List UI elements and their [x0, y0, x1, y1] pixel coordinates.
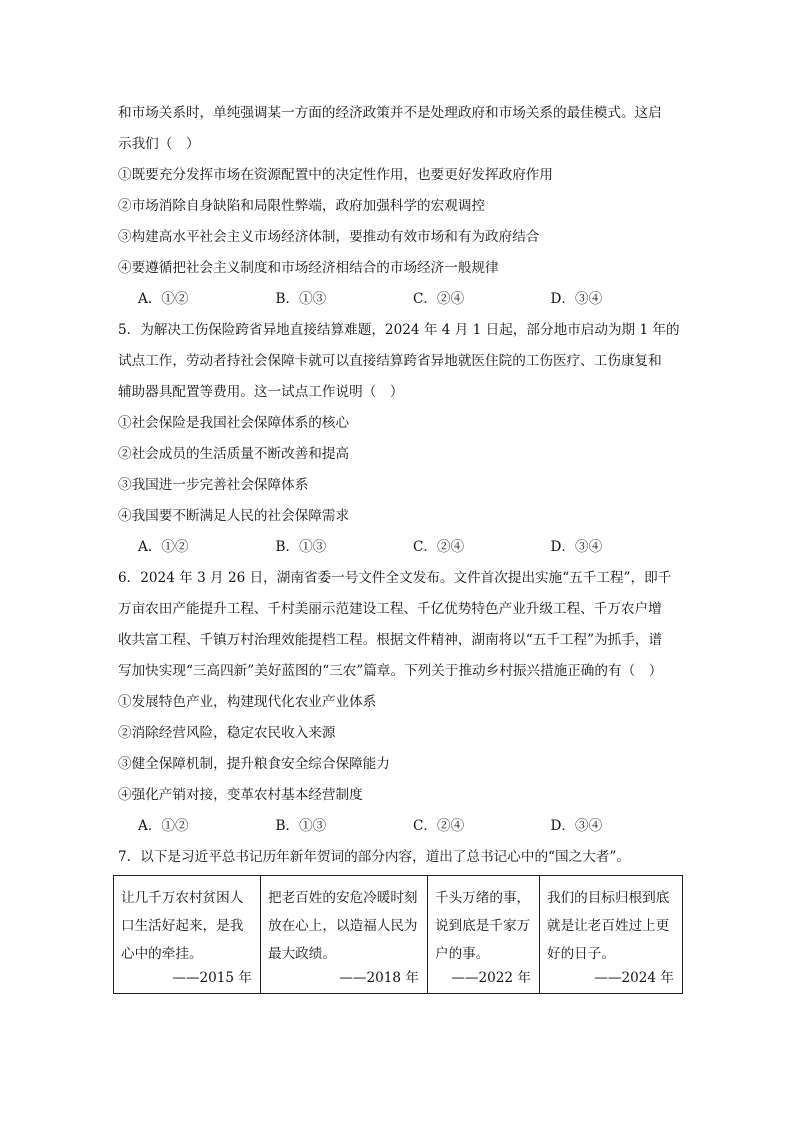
option-b: B．①③ — [275, 291, 327, 307]
statement-item: ④我国要不断满足人民的社会保障需求 — [118, 508, 350, 524]
option-d: D．③④ — [550, 818, 603, 834]
quote-text: 我们的目标归根到底就是让老百姓过上更好的日子。 — [547, 890, 670, 962]
option-a: A．①② — [138, 818, 189, 834]
new-year-address-table — [113, 875, 683, 994]
question-5-stem-line: 5．为解决工伤保险跨省异地直接结算难题，2024 年 4 月 1 日起，部分地市启动为期 1 年的 — [118, 322, 680, 338]
table-cell-2024 — [540, 876, 683, 994]
quote-text: 千头万绪的事，说到底是千家万户的事。 — [435, 890, 531, 962]
question-stem-line: 和市场关系时，单纯强调某一方面的经济政策并不是处理政府和市场关系的最佳模式。这启 — [118, 105, 662, 121]
quote-year: ——2022 年 — [451, 970, 531, 986]
statement-item: ①既要充分发挥市场在资源配置中的决定性作用，也要更好发挥政府作用 — [118, 167, 553, 183]
statement-item: ①社会保险是我国社会保障体系的核心 — [118, 415, 350, 431]
statement-item: ④强化产销对接，变革农村基本经营制度 — [118, 787, 363, 803]
quote-year: ——2024 年 — [594, 970, 674, 986]
option-a: A．①② — [138, 539, 189, 555]
table-row — [114, 876, 683, 994]
option-d: D．③④ — [550, 291, 603, 307]
option-d: D．③④ — [550, 539, 603, 555]
statement-item: ②社会成员的生活质量不断改善和提高 — [118, 446, 350, 462]
option-c: C．②④ — [413, 291, 465, 307]
question-content — [118, 98, 688, 873]
table-cell-2022 — [428, 876, 540, 994]
quote-text: 让几千万农村贫困人口生活好起来，是我心中的牵挂。 — [121, 890, 244, 962]
quote-year: ——2015 年 — [172, 970, 252, 986]
answer-options — [118, 811, 688, 842]
answer-options — [118, 284, 688, 315]
question-6-stem-line: 写加快实现“三高四新”美好蓝图的“三农”篇章。下列关于推动乡村振兴措施正确的有（ ） — [118, 663, 663, 679]
statement-item: ①发展特色产业，构建现代化农业产业体系 — [118, 694, 377, 710]
question-7-stem-line: 7．以下是习近平总书记历年新年贺词的部分内容，道出了总书记心中的“国之大者”。 — [118, 849, 630, 865]
option-c: C．②④ — [413, 818, 465, 834]
question-6-stem-line: 万亩农田产能提升工程、千村美丽示范建设工程、千亿优势特色产业升级工程、千万农户增 — [118, 601, 662, 617]
statement-item: ②消除经营风险，稳定农民收入来源 — [118, 725, 336, 741]
statement-item: ③健全保障机制，提升粮食安全综合保障能力 — [118, 756, 390, 772]
question-5-stem-line: 辅助器具配置等费用。这一试点工作说明（ ） — [118, 384, 404, 400]
statement-item: ③我国进一步完善社会保障体系 — [118, 477, 309, 493]
question-6-stem-line: 6．2024 年 3 月 26 日，湖南省委一号文件全文发布。文件首次提出实施“五千工程”，即千 — [118, 570, 672, 586]
question-5-stem-line: 试点工作，劳动者持社会保障卡就可以直接结算跨省异地就医住院的工伤医疗、工伤康复和 — [118, 353, 662, 369]
quote-text: 把老百姓的安危冷暖时刻放在心上，以造福人民为最大政绩。 — [268, 890, 418, 962]
quote-year: ——2018 年 — [339, 970, 419, 986]
answer-options — [118, 532, 688, 563]
option-a: A．①② — [138, 291, 189, 307]
option-c: C．②④ — [413, 539, 465, 555]
table-cell-2015 — [114, 876, 261, 994]
statement-item: ②市场消除自身缺陷和局限性弊端，政府加强科学的宏观调控 — [118, 198, 486, 214]
statement-item: ③构建高水平社会主义市场经济体制，要推动有效市场和有为政府结合 — [118, 229, 540, 245]
option-b: B．①③ — [275, 818, 327, 834]
question-stem-line: 示我们（ ） — [118, 136, 200, 152]
statement-item: ④要遵循把社会主义制度和市场经济相结合的市场经济一般规律 — [118, 260, 499, 276]
table-cell-2018 — [261, 876, 428, 994]
option-b: B．①③ — [275, 539, 327, 555]
question-6-stem-line: 收共富工程、千镇万村治理效能提档工程。根据文件精神，湖南将以“五千工程”为抓手，谱 — [118, 632, 663, 648]
